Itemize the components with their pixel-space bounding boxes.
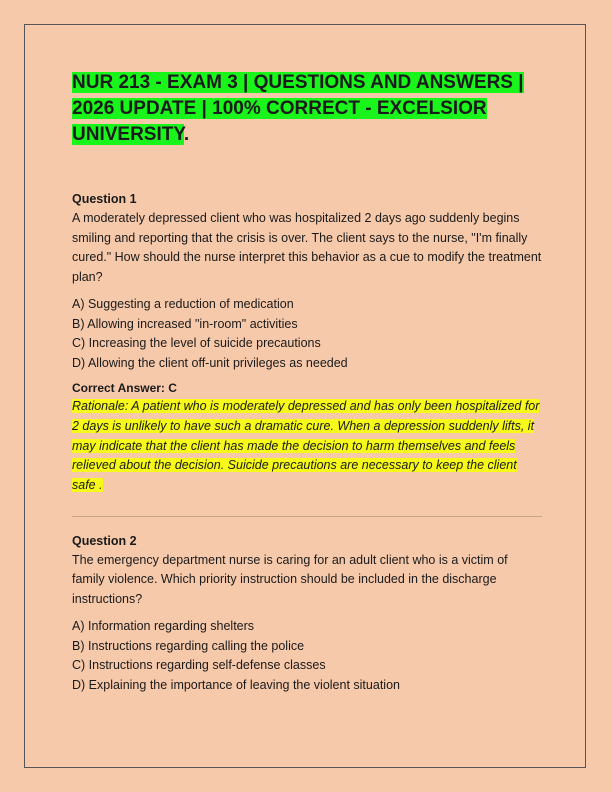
option-b: B) Allowing increased "in-room" activities xyxy=(72,316,298,331)
question-label: Question 2 xyxy=(72,533,137,548)
question-stem: A moderately depressed client who was hospitalized 2 days ago suddenly begins smiling and reporting that the crisis is over. The client says to the nurse, "I'm finally cured." How should the nurse interpret this behavior as a cue to modify the treatment plan? xyxy=(72,211,542,284)
title-suffix: . xyxy=(183,124,190,145)
answer-options xyxy=(72,295,542,373)
option-b: B) Instructions regarding calling the police xyxy=(72,638,305,653)
rationale-highlight: Rationale: A patient who is moderately depressed and has only been hospitalized for 2 days is unlikely to have such a dramatic cure. When a depression suddenly lifts, it may indicate that the client has made the decision to harm themselves and feels relieved about the decision. Suicide precautions are necessary to keep the client safe . xyxy=(72,399,540,493)
option-a: A) Information regarding shelters xyxy=(72,619,255,634)
question-1 xyxy=(72,192,542,496)
title-highlight: NUR 213 - EXAM 3 | QUESTIONS AND ANSWERS | 2026 UPDATE | 100% CORRECT - EXCELSIOR UNIVERSITY xyxy=(72,72,524,145)
document-title xyxy=(72,70,542,148)
option-c: C) Increasing the level of suicide precautions xyxy=(72,336,321,350)
question-2 xyxy=(72,534,542,696)
option-a: A) Suggesting a reduction of medication xyxy=(72,297,294,311)
correct-answer: Correct Answer: C xyxy=(72,381,177,395)
document-body xyxy=(72,70,542,695)
question-stem: The emergency department nurse is caring for an adult client who is a victim of family violence. Which priority instruction should be included in the discharge instructions? xyxy=(72,552,508,606)
answer-options xyxy=(72,617,542,695)
question-divider xyxy=(72,516,542,517)
question-label: Question 1 xyxy=(72,192,137,206)
option-c: C) Instructions regarding self-defense classes xyxy=(72,658,326,673)
option-d: D) Allowing the client off-unit privileges as needed xyxy=(72,355,348,370)
option-d: D) Explaining the importance of leaving the violent situation xyxy=(72,677,400,692)
rationale xyxy=(72,397,542,496)
